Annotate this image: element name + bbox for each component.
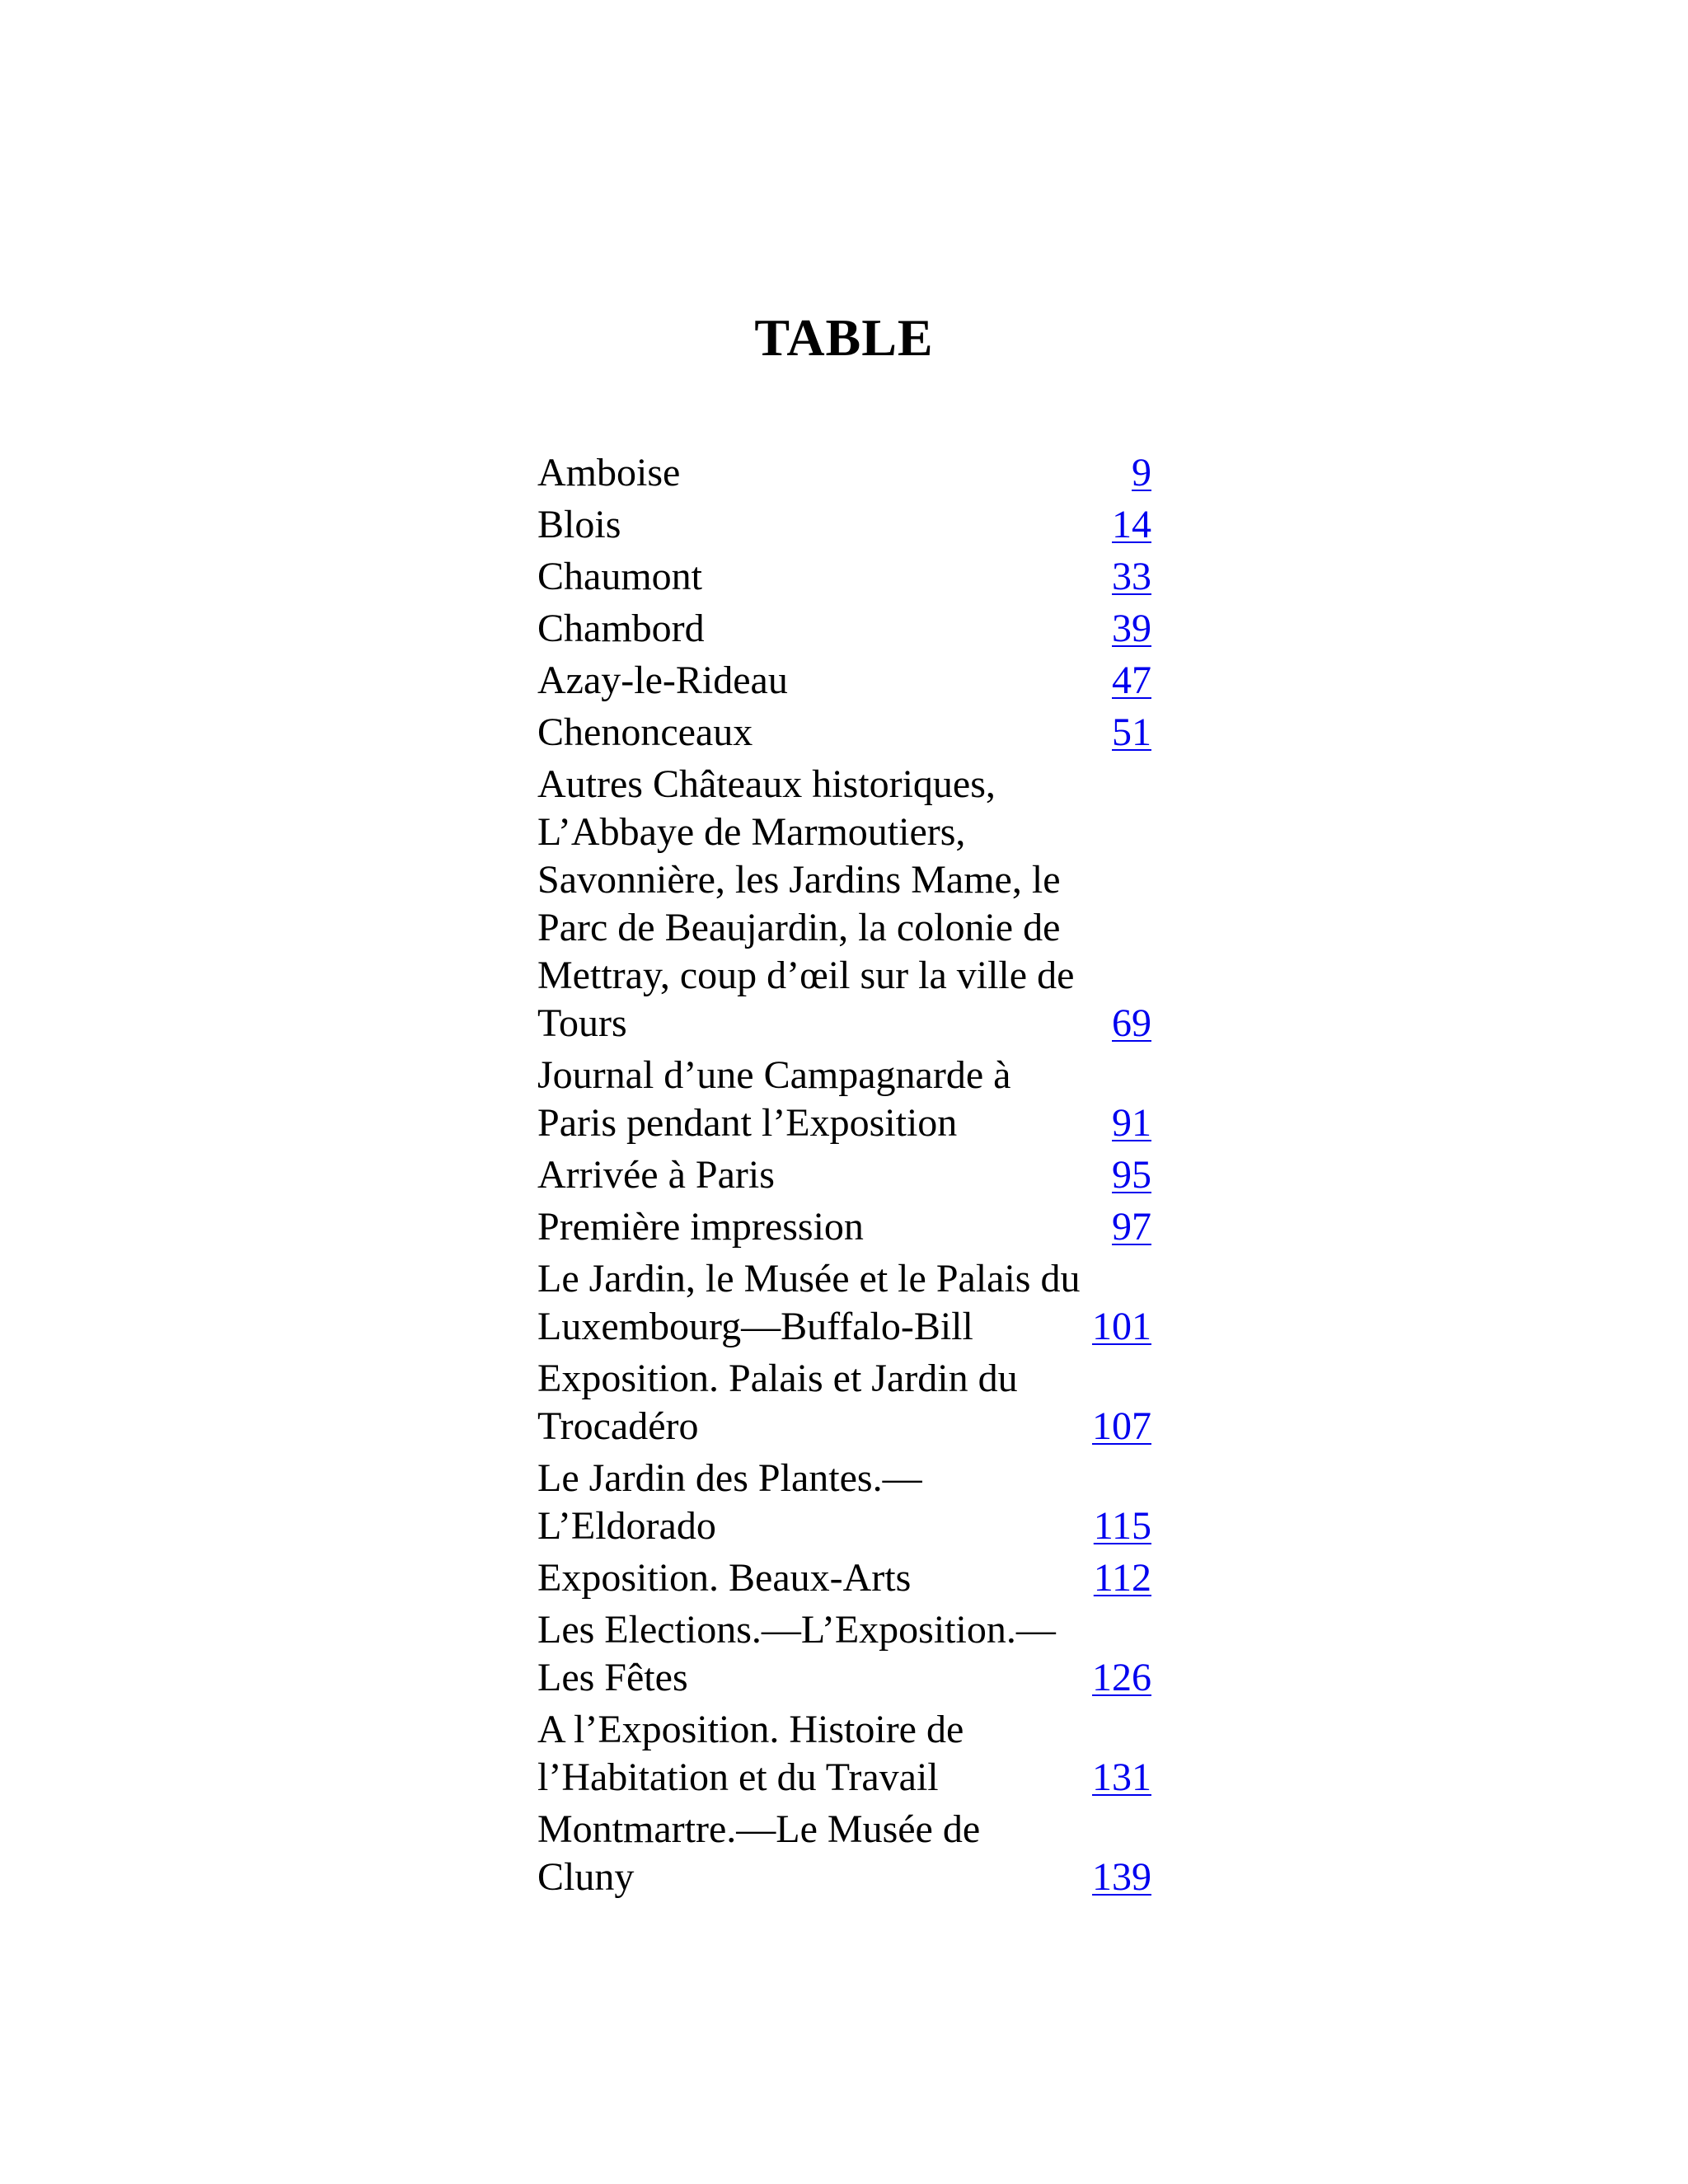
toc-entry-title: Blois <box>537 503 621 546</box>
toc-entry-title: Chambord <box>537 607 705 650</box>
toc-entry-title: Arrivée à Paris <box>537 1153 775 1197</box>
toc-entry-title: Amboise <box>537 451 681 494</box>
toc-entry-title: Le Jardin, le Musée et le Palais du Luxembourg—Buffalo-Bill <box>537 1257 1081 1348</box>
toc-entry <box>537 709 1151 757</box>
toc-page-link[interactable]: 51 <box>1112 710 1151 754</box>
toc-entry <box>537 1052 1151 1147</box>
toc-entry-title: Première impression <box>537 1205 864 1249</box>
toc-entry <box>537 1151 1151 1199</box>
toc-entry-title: A l’Exposition. Histoire de l’Habitation et du Travail <box>537 1708 964 1799</box>
toc-entry <box>537 1455 1151 1550</box>
table-of-contents <box>537 449 1151 1905</box>
toc-entry <box>537 1606 1151 1702</box>
toc-page-link[interactable]: 14 <box>1112 503 1151 546</box>
toc-page-link[interactable]: 9 <box>1132 451 1151 494</box>
toc-entry <box>537 1554 1151 1602</box>
toc-entry <box>537 657 1151 705</box>
toc-entry-title: Montmartre.—Le Musée de Cluny <box>537 1807 981 1899</box>
toc-entry-title: Chenonceaux <box>537 710 753 754</box>
toc-page-link[interactable]: 126 <box>1092 1656 1151 1699</box>
toc-entry <box>537 553 1151 601</box>
toc-page-link[interactable]: 95 <box>1112 1153 1151 1197</box>
toc-entry <box>537 1203 1151 1251</box>
toc-page-link[interactable]: 139 <box>1092 1855 1151 1899</box>
toc-page-link[interactable]: 33 <box>1112 555 1151 598</box>
toc-entry <box>537 1806 1151 1901</box>
toc-entry-title: Exposition. Beaux-Arts <box>537 1556 912 1600</box>
toc-entry-title: Chaumont <box>537 555 702 598</box>
toc-page-link[interactable]: 131 <box>1092 1755 1151 1799</box>
toc-entry <box>537 1255 1151 1351</box>
toc-entry <box>537 1355 1151 1451</box>
toc-page-link[interactable]: 39 <box>1112 607 1151 650</box>
toc-page-link[interactable]: 91 <box>1112 1101 1151 1145</box>
toc-entry <box>537 449 1151 497</box>
toc-entry-title: Autres Châteaux historiques, L’Abbaye de Marmoutiers, Savonnière, les Jardins Mame, le Parc de Beaujardin, la colonie de Mettray, coup d’œil sur la ville de Tours <box>537 762 1075 1045</box>
toc-entry-title: Azay-le-Rideau <box>537 658 788 702</box>
toc-entry-title: Journal d’une Campagnarde à Paris pendant l’Exposition <box>537 1053 1011 1145</box>
toc-page-link[interactable]: 47 <box>1112 658 1151 702</box>
toc-entry-title: Exposition. Palais et Jardin du Trocadéro <box>537 1357 1018 1448</box>
toc-page-link[interactable]: 69 <box>1112 1001 1151 1045</box>
toc-page-link[interactable]: 107 <box>1092 1404 1151 1448</box>
toc-page-link[interactable]: 97 <box>1112 1205 1151 1249</box>
toc-entry <box>537 1706 1151 1802</box>
toc-page-link[interactable]: 115 <box>1093 1504 1151 1548</box>
toc-page-link[interactable]: 101 <box>1092 1305 1151 1348</box>
page-title: TABLE <box>754 308 934 367</box>
toc-entry <box>537 501 1151 549</box>
toc-entry-title: Les Elections.—L’Exposition.—Les Fêtes <box>537 1608 1056 1699</box>
toc-entry <box>537 761 1151 1047</box>
toc-entry <box>537 605 1151 653</box>
toc-page-link[interactable]: 112 <box>1093 1556 1151 1600</box>
toc-entry-title: Le Jardin des Plantes.—L’Eldorado <box>537 1456 922 1548</box>
